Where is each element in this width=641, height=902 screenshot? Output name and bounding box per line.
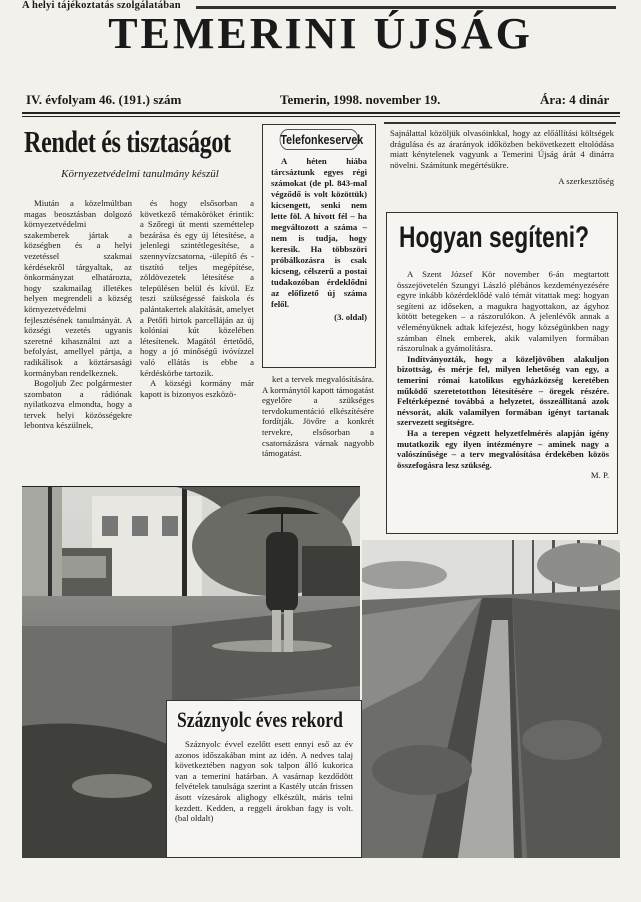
phone-box: [262, 124, 376, 368]
notice: [390, 128, 614, 187]
rain-headline: Száznyolc éves rekord: [177, 707, 343, 732]
main-col1-para: Miután a közelmúltban magas beosztásban dolgozó környezetvédelmi szakemberek jártak a községben és a helyi vezetéssel szakmai kérdésekről tárgyaltak, az önkormányzat elhatározta, hogy szakmailag illetékes helyen megrendeli a község környezetvédelmi fejlesztésének tanulmányát. A községi vezetés ugyanis szeretné kihasználni azt a befolyást, amellyel pártja, a radikálisok a köztársasági kormányban rendelkeznek.: [24, 198, 132, 378]
photo-ditch: [362, 540, 620, 858]
masthead-title: TEMERINI ÚJSÁG: [108, 9, 533, 58]
help-para-3: Ha a terepen végzett helyzetfelmérés alapján igény mutatkozik egy ilyen intézményre – aminek nagy a valószínűsége – a terv megvalósítása érdekében közös összefogásra lesz szükség.: [397, 427, 609, 470]
issue-volume: IV. évfolyam 46. (191.) szám: [26, 92, 182, 107]
help-text: [387, 255, 617, 481]
issue-price: Ára: 4 dinár: [540, 92, 610, 107]
help-headline: Hogyan segíteni?: [399, 221, 590, 254]
phone-box-ref: (3. oldal): [334, 312, 367, 322]
header-rule: [22, 112, 620, 114]
rain-article-box: [166, 700, 362, 858]
notice-rule-top: [384, 122, 616, 124]
rain-para: Száznyolc évvel ezelőtt esett ennyi eső az év azonos időszakában mint az idén. A nedves talaj következtében nagyon sok talpon álló kukorica van a temerini határban. A vasárnap kezdődött felvételek tanulsága szerint a Kastély utcán frissen ásott vízesárok alighogy elkészült, máris telni kezdett. Kedden, a reggeli árokban fagy is volt. (bal oldalt): [175, 739, 353, 824]
phone-box-title: Telefonkeservek: [280, 129, 359, 150]
help-article-box: [386, 212, 618, 534]
main-col1-para-2: Bogoljub Zec polgármester szombaton a rádiónak nyilatkozva elmondta, hogy a tervek helyi közösségekre lebontva készülnek,: [24, 378, 132, 431]
notice-signature: A szerkesztőség: [558, 176, 614, 187]
phone-box-para: A héten hiába tárcsáztunk egyes régi számokat (de pl. 843-mal végződő is volt közöttük) kicsengett, senki nem lette föl. A hívott fél – ha megváltozott a száma – nem is tudja, hogy keresik. Ha többszöri próbálkozásra is csak kicseng, célszerű a postai tudakozóban érdeklődni az előfizető új száma felől.: [271, 156, 367, 309]
issue-date: Temerin, 1998. november 19.: [280, 92, 441, 107]
help-para-1: A Szent József Kör november 6-án megtartott összejövetelén Szungyi László plébános kezdeményezésére egyre inkább közérdeklődé való témát vitattak meg: hogyan segíteni az időseken, a magukra hagyottakon, az ágyhoz kötött betegeken – a rászorulókon. A jelenlévők annak a véleményüknek adtak kifejezést, hogy községünkben nagy számban élnek emberek, akik valamilyen formában rászorulnak a gyámolításra.: [397, 269, 609, 354]
main-headline: Rendet és tisztaságot: [24, 124, 231, 159]
main-col2-para-2: A községi kormány már kapott is bizonyos eszközö-: [140, 378, 254, 399]
notice-text: Sajnálattal közöljük olvasóinkkal, hogy az előállítási költségek drágulása és az árarányok időközben bekövetkezett eltolódása miatt kénytelenek vagyunk a Temerini Újság árát 4 dinárra növelni. Számítunk megértésükre.: [390, 128, 614, 170]
tagline: A helyi tájékoztatás szolgálatában: [22, 0, 181, 11]
main-column-2: [140, 198, 254, 399]
main-col2-para: és hogy elsősorban a következő témaköröket érintik: a Szőregi út menti szeméttelep bezárása és egy új létesítése, a jelenlegi szintétlegesítése, a szennyvízcsatorna, -ülepítő és -tisztító teljes megépítése, zöldövezetek létesítése a településen belül és kívül. Ez teszi szükségessé faiskola és palántakertek alakítását, amelyet a Petőfi birtok parcelláján az új kolóniai kút közelében létesítenek. Magától értetődő, hogy a jó minőségű ivóvízzel való ellátás is ebbe a kérdéskörbe tartozik.: [140, 198, 254, 378]
help-signature: M. P.: [590, 470, 609, 481]
header-rule-thin: [22, 116, 620, 117]
main-subhead: Környezetvédelmi tanulmány készül: [61, 168, 219, 180]
help-para-2: Indítványozták, hogy a közeljövőben alakuljon bizottság, és mérje fel, milyen lehetőség van egy, a temerini római katolikus egyházközség keretében működő szeretetotthon létesítésére – öregek részére. Feltérképezné továbbá a helyzetet, összeállítaná azok névsorát, akik valamilyen formában igényt tartanak szervezett segítségre.: [397, 353, 609, 428]
main-column-3: [262, 374, 374, 459]
phone-box-text: [263, 150, 375, 323]
rain-text: [167, 733, 361, 824]
main-column-1: [24, 198, 132, 431]
main-col3-para: ket a tervek megvalósítására. A kormánytól kapott támogatást egyelőre a szükséges tervdokumentáció elkészítésére fordítják. Jövőre a konkrét tervekre, elsősorban a csatornázásra várnak nagyobb támogatást.: [262, 374, 374, 459]
